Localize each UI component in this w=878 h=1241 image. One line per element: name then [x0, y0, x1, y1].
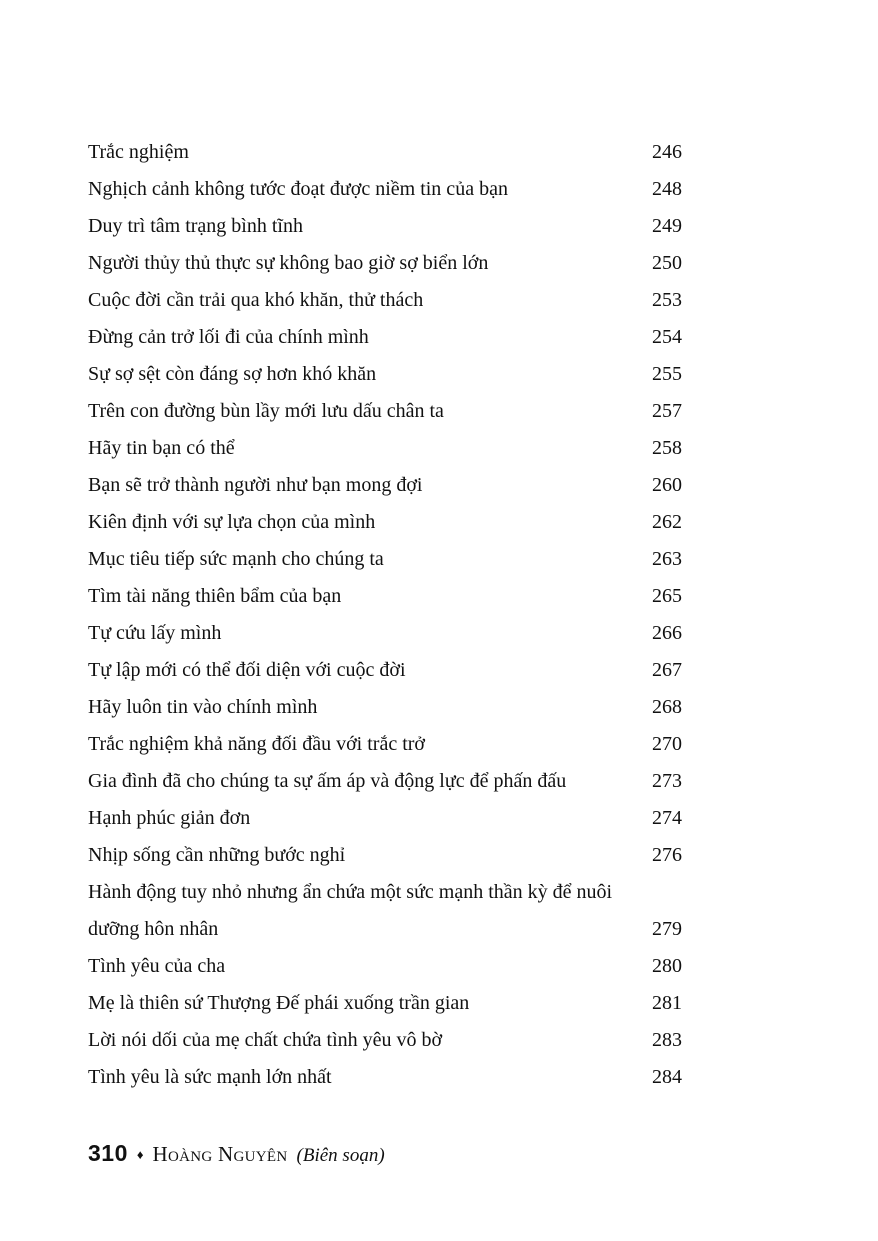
toc-entry-page: 268: [652, 696, 682, 718]
toc-entry-page: 281: [652, 992, 682, 1014]
toc-entry-title: Hãy tin bạn có thể: [88, 437, 235, 459]
toc-entry-page: 284: [652, 1066, 682, 1088]
toc-entry: [88, 282, 682, 319]
toc-entry: [88, 652, 682, 689]
toc-entry: [88, 467, 682, 504]
toc-entry: [88, 948, 682, 985]
toc-entry: [88, 726, 682, 763]
toc-entry: [88, 393, 682, 430]
toc-entry-title: Tình yêu của cha: [88, 955, 226, 977]
toc-entry-title: Sự sợ sệt còn đáng sợ hơn khó khăn: [88, 363, 377, 385]
toc-entry: [88, 1059, 682, 1096]
toc-entry-title: Tìm tài năng thiên bẩm của bạn: [88, 585, 342, 607]
toc-entry-title: Duy trì tâm trạng bình tĩnh: [88, 215, 303, 237]
toc-entry: [88, 319, 682, 356]
toc-entry: [88, 134, 682, 171]
toc-entry-title: Đừng cản trở lối đi của chính mình: [88, 326, 369, 348]
toc-entry-title: Lời nói dối của mẹ chất chứa tình yêu vô bờ: [88, 1029, 443, 1051]
toc-entry: [88, 615, 682, 652]
toc-entry: [88, 689, 682, 726]
toc-entry-page: 248: [652, 178, 682, 200]
toc-entry-page: 263: [652, 548, 682, 570]
toc-entry: [88, 1022, 682, 1059]
page-number: 310: [88, 1140, 128, 1166]
toc-entry-page: 258: [652, 437, 682, 459]
toc-entry: [88, 763, 682, 800]
toc-entry: [88, 208, 682, 245]
toc-entry-title: Tình yêu là sức mạnh lớn nhất: [88, 1066, 332, 1088]
toc-entry-page: 262: [652, 511, 682, 533]
page-footer: [88, 1140, 385, 1167]
toc-entry: [88, 800, 682, 837]
toc-entry: [88, 504, 682, 541]
toc-entry: [88, 985, 682, 1022]
author-name: Hoàng Nguyên: [152, 1142, 288, 1166]
toc-entry-page: 249: [652, 215, 682, 237]
toc-entry-title: Mục tiêu tiếp sức mạnh cho chúng ta: [88, 548, 384, 570]
toc-entry: [88, 356, 682, 393]
toc-entry-page: 274: [652, 807, 682, 829]
toc-entry: [88, 874, 682, 948]
toc-entry: [88, 430, 682, 467]
toc-entry-page: 273: [652, 770, 682, 792]
toc-entry-title: Nghịch cảnh không tước đoạt được niềm tin của bạn: [88, 178, 508, 200]
toc-entry-page: 254: [652, 326, 682, 348]
toc-entry-title: Trắc nghiệm: [88, 141, 189, 163]
toc-entry-title: Kiên định với sự lựa chọn của mình: [88, 511, 376, 533]
toc-entry-page: 270: [652, 733, 682, 755]
toc-entry-page: 283: [652, 1029, 682, 1051]
toc-entry-title: Trên con đường bùn lầy mới lưu dấu chân ta: [88, 400, 444, 422]
toc-entry: [88, 245, 682, 282]
toc-entry-page: 276: [652, 844, 682, 866]
diamond-icon: ♦: [136, 1147, 144, 1162]
toc-entry-title: Hạnh phúc giản đơn: [88, 807, 251, 829]
toc-entry-page: 279: [652, 918, 682, 940]
toc-entry: [88, 837, 682, 874]
toc-entry-title: Tự lập mới có thể đối diện với cuộc đời: [88, 659, 406, 681]
toc-entry-page: 253: [652, 289, 682, 311]
toc-entry-page: 267: [652, 659, 682, 681]
toc-entry-page: 265: [652, 585, 682, 607]
toc-entry: [88, 541, 682, 578]
toc-entry-page: 250: [652, 252, 682, 274]
toc-entry-page: 280: [652, 955, 682, 977]
author-role: (Biên soạn): [296, 1145, 385, 1166]
toc-entry-page: 266: [652, 622, 682, 644]
toc-entry-title: Gia đình đã cho chúng ta sự ấm áp và động lực để phấn đấu: [88, 770, 567, 792]
toc-entry-title: Tự cứu lấy mình: [88, 622, 222, 644]
toc-entry-title: Hành động tuy nhỏ nhưng ẩn chứa một sức mạnh thần kỳ để nuôi dưỡng hôn nhân: [88, 881, 613, 940]
toc-entry-page: 257: [652, 400, 682, 422]
toc-entry-page: 260: [652, 474, 682, 496]
toc-entry-page: 255: [652, 363, 682, 385]
toc-entry-title: Trắc nghiệm khả năng đối đầu với trắc trở: [88, 733, 426, 755]
toc-entry-title: Hãy luôn tin vào chính mình: [88, 696, 318, 718]
toc-entry-page: 246: [652, 141, 682, 163]
toc-entry-title: Bạn sẽ trở thành người như bạn mong đợi: [88, 474, 423, 496]
table-of-contents: [88, 134, 682, 1096]
toc-entry-title: Nhịp sống cần những bước nghỉ: [88, 844, 346, 866]
toc-entry: [88, 578, 682, 615]
toc-entry: [88, 171, 682, 208]
toc-entry-title: Cuộc đời cần trải qua khó khăn, thử thách: [88, 289, 424, 311]
toc-entry-title: Mẹ là thiên sứ Thượng Đế phái xuống trần gian: [88, 992, 470, 1014]
toc-entry-title: Người thủy thủ thực sự không bao giờ sợ biển lớn: [88, 252, 489, 274]
